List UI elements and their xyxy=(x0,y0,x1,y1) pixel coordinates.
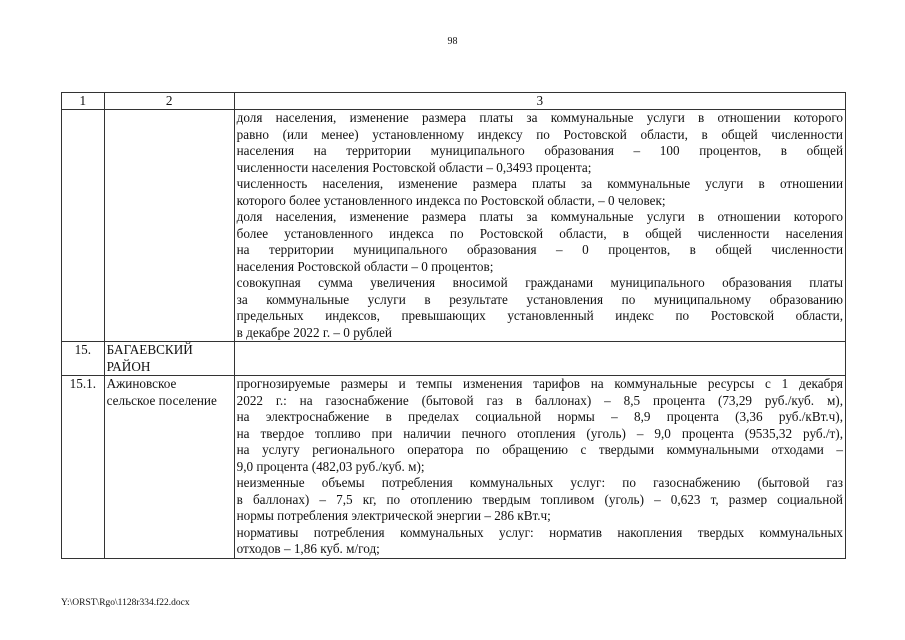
page-number: 98 xyxy=(447,36,458,47)
text-line: более установленного индекса по Ростовской области, в общей численности населения xyxy=(236,225,843,241)
content-paragraph xyxy=(237,275,843,341)
text-line: в декабре 2022 г. – 0 рублей xyxy=(236,324,392,340)
region-name-line: РАЙОН xyxy=(106,358,151,374)
text-line: доля населения, изменение размера платы за коммунальные услуги в отношении которого xyxy=(236,209,843,224)
content-paragraph xyxy=(237,376,843,475)
text-line: нормативы потребления коммунальных услуг: норматив накопления твердых коммунальных xyxy=(236,524,843,540)
content-paragraph xyxy=(237,475,843,525)
text-line: нормы потребления электрической энергии – 286 кВт.ч; xyxy=(236,508,551,523)
text-line: на электроснабжение в пределах социальной нормы – 8,9 процента (3,36 руб./кВт.ч), xyxy=(236,409,843,424)
document-file-path: Y:\ORST\Rgo\1128r334.f22.docx xyxy=(61,598,190,608)
text-line: численности населения Ростовской области – 0,3493 процента; xyxy=(236,159,592,175)
row-number-cell xyxy=(62,110,105,342)
table-row-continuation xyxy=(62,110,846,342)
text-line: совокупная сумма увеличения вносимой гражданами муниципального образования платы xyxy=(236,275,843,290)
region-name xyxy=(104,342,234,376)
region-content-cell xyxy=(234,342,845,376)
header-col-2: 2 xyxy=(104,93,234,110)
text-line: населения на территории муниципального образования – 100 процентов, в общей xyxy=(236,143,843,158)
text-line: прогнозируемые размеры и темпы изменения тарифов на коммунальные ресурсы с 1 декабря xyxy=(236,376,843,391)
tariff-table xyxy=(61,92,846,559)
settlement-number: 15.1. xyxy=(62,376,105,559)
text-line: доля населения, изменение размера платы за коммунальные услуги в отношении которого xyxy=(236,110,843,125)
header-col-1: 1 xyxy=(62,93,105,110)
content-paragraph xyxy=(237,525,843,558)
text-line: населения Ростовской области – 0 процентов; xyxy=(236,258,494,274)
text-line: в баллонах) – 7,5 кг, по отоплению твердым топливом (уголь) – 0,623 т, размер социальной xyxy=(236,491,843,507)
table-row-region xyxy=(62,342,846,376)
row-name-cell xyxy=(104,110,234,342)
table-header-row xyxy=(62,93,846,110)
settlement-name xyxy=(104,376,234,559)
text-line: численность населения, изменение размера платы за коммунальные услуги в отношении xyxy=(236,176,843,191)
text-line: предельных индексов, превышающих установленный индекс по Ростовской области, xyxy=(236,308,843,323)
settlement-name-line: Ажиновское xyxy=(106,376,177,391)
region-name-line: БАГАЕВСКИЙ xyxy=(106,342,193,357)
text-line: за коммунальные услуги в результате установления по муниципальному образованию xyxy=(236,291,843,307)
settlement-name-line: сельское поселение xyxy=(106,392,217,408)
table-row-settlement xyxy=(62,376,846,559)
text-line: равно (или менее) установленному индексу по Ростовской области, в общей численности xyxy=(236,126,843,142)
text-line: 2022 г.: на газоснабжение (бытовой газ в баллонах) – 8,5 процента (73,29 руб./куб. м), xyxy=(236,392,843,408)
content-paragraph xyxy=(237,110,843,176)
settlement-content-cell xyxy=(234,376,845,559)
header-col-3: 3 xyxy=(234,93,845,110)
text-line: на территории муниципального образования – 0 процентов, в общей численности xyxy=(236,242,843,257)
text-line: которого более установленного индекса по Ростовской области, – 0 человек; xyxy=(236,192,666,208)
text-line: отходов – 1,86 куб. м/год; xyxy=(236,541,380,556)
text-line: 9,0 процента (482,03 руб./куб. м); xyxy=(236,458,425,474)
text-line: на услугу регионального оператора по обращению с твердыми коммунальными отходами – xyxy=(236,442,843,457)
region-number: 15. xyxy=(62,342,105,376)
row-content-cell xyxy=(234,110,845,342)
content-paragraph xyxy=(237,176,843,209)
content-paragraph xyxy=(237,209,843,275)
text-line: на твердое топливо при наличии печного отопления (уголь) – 9,0 процента (9535,32 руб./т), xyxy=(236,425,843,441)
text-line: неизменные объемы потребления коммунальных услуг: по газоснабжению (бытовой газ xyxy=(236,475,843,490)
